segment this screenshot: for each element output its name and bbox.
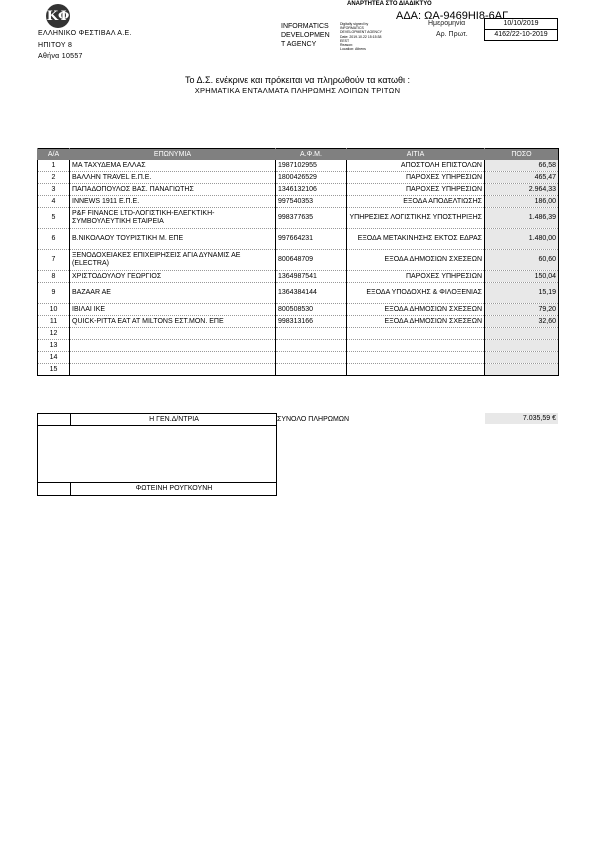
row-amount: 32,60 <box>485 316 559 328</box>
row-name <box>70 364 276 376</box>
publish-stamp-title: ΑΝΑΡΤΗΤΕΑ ΣΤΟ ΔΙΑΔΙΚΤΥΟ <box>347 1 432 7</box>
row-reason: ΕΞΟΔΑ ΜΕΤΑΚΙΝΗΣΗΣ ΕΚΤΟΣ ΕΔΡΑΣ <box>347 229 485 250</box>
row-reason: ΕΞΟΔΑ ΔΗΜΟΣΙΩΝ ΣΧΕΣΕΩΝ <box>347 250 485 271</box>
table-row <box>38 184 559 196</box>
row-amount: 66,58 <box>485 160 559 172</box>
ada-code: ΑΔΑ: ΩΑ-9469ΗΙ8-6ΑΓ <box>396 10 509 22</box>
heading-title: ΧΡΗΜΑΤΙΚΑ ΕΝΤΑΛΜΑΤΑ ΠΛΗΡΩΜΗΣ ΛΟΙΠΩΝ ΤΡΙΤΩΝ <box>194 86 401 95</box>
row-number: 12 <box>38 328 70 340</box>
row-name: ΒΑΛΛΗΝ TRAVEL Ε.Π.Ε. <box>70 172 276 184</box>
stamp-detail-line: EEST <box>340 38 350 43</box>
row-amount <box>485 340 559 352</box>
row-amount: 60,60 <box>485 250 559 271</box>
row-number: 14 <box>38 352 70 364</box>
row-number: 1 <box>38 160 70 172</box>
row-name: ΠΑΠΑΔΟΠΟΥΛΟΣ ΒΑΣ. ΠΑΝΑΓΙΩΤΗΣ <box>70 184 276 196</box>
row-afm: 800508530 <box>276 304 347 316</box>
signature-title: Η ΓΕΝ.Δ/ΝΤΡΙΑ <box>70 414 277 426</box>
row-amount: 2.964,33 <box>485 184 559 196</box>
row-afm <box>276 352 347 364</box>
row-reason: ΕΞΟΔΑ ΔΗΜΟΣΙΩΝ ΣΧΕΣΕΩΝ <box>347 304 485 316</box>
row-number: 2 <box>38 172 70 184</box>
date-label: Ημερομηνία <box>428 20 466 27</box>
row-reason <box>347 340 485 352</box>
row-amount: 465,47 <box>485 172 559 184</box>
row-number: 6 <box>38 229 70 250</box>
table-row <box>38 316 559 328</box>
table-row <box>38 352 559 364</box>
row-reason <box>347 328 485 340</box>
row-afm: 1364384144 <box>276 283 347 304</box>
row-name: INNEWS 1911 Ε.Π.Ε. <box>70 196 276 208</box>
signature-stamp-org <box>281 22 330 49</box>
table-row <box>38 250 559 271</box>
row-reason: ΠΑΡΟΧΕΣ ΥΠΗΡΕΣΙΩΝ <box>347 172 485 184</box>
row-afm <box>276 340 347 352</box>
col-header-name: ΕΠΩΝΥΜΙΑ <box>70 149 276 161</box>
row-name: ΙΒΙΛΑΙ ΙΚΕ <box>70 304 276 316</box>
stamp-detail-line: Reason: <box>340 43 354 48</box>
payments-table <box>37 148 559 376</box>
table-header-row <box>38 149 559 161</box>
org-name: ΕΛΛΗΝΙΚΟ ΦΕΣΤΙΒΑΛ Α.Ε. <box>38 30 132 37</box>
row-reason: ΥΠΗΡΕΣΙΕΣ ΛΟΓΙΣΤΙΚΗΣ ΥΠΟΣΤΗΡΙΞΗΣ <box>347 208 485 229</box>
date-value: 10/10/2019 <box>484 18 558 30</box>
row-reason: ΑΠΟΣΤΟΛΗ ΕΠΙΣΤΟΛΩΝ <box>347 160 485 172</box>
row-amount: 1.480,00 <box>485 229 559 250</box>
table-row <box>38 328 559 340</box>
stamp-detail-line: Date: 2019.10.22 15:15:38 <box>340 34 382 39</box>
col-header-afm: Α.Φ.Μ. <box>276 149 347 161</box>
col-header-reason: ΑΙΤΙΑ <box>347 149 485 161</box>
row-name: ΧΡΙΣΤΟΔΟΥΛΟΥ ΓΕΩΡΓΙΟΣ <box>70 271 276 283</box>
row-amount: 1.486,39 <box>485 208 559 229</box>
row-amount <box>485 352 559 364</box>
col-header-no: Α/Α <box>38 149 70 161</box>
row-amount <box>485 364 559 376</box>
row-name: BAZAAR AE <box>70 283 276 304</box>
row-number: 13 <box>38 340 70 352</box>
row-name <box>70 340 276 352</box>
org-address: ΗΠΙΤΟΥ 8 <box>38 42 73 49</box>
table-row <box>38 283 559 304</box>
row-afm: 998377635 <box>276 208 347 229</box>
row-afm: 1364987541 <box>276 271 347 283</box>
row-amount: 15,19 <box>485 283 559 304</box>
row-name: P&F FINANCE LTD-ΛΟΓΙΣΤΙΚΗ-ΕΛΕΓΚΤΙΚΗ-ΣΥΜΒΟΥΛΕΥΤΙΚΗ ΕΤΑΙΡΕΙΑ <box>70 208 276 229</box>
row-reason: ΠΑΡΟΧΕΣ ΥΠΗΡΕΣΙΩΝ <box>347 184 485 196</box>
row-name <box>70 352 276 364</box>
row-afm <box>276 328 347 340</box>
signatory-name: ΦΩΤΕΙΝΗ ΡΟΥΓΚΟΥΝΗ <box>70 482 277 495</box>
signature-stamp-details <box>340 22 400 51</box>
row-afm: 1987102955 <box>276 160 347 172</box>
table-row <box>38 304 559 316</box>
protocol-label: Αρ. Πρωτ. <box>436 31 468 38</box>
row-amount: 186,00 <box>485 196 559 208</box>
row-number: 5 <box>38 208 70 229</box>
row-number: 7 <box>38 250 70 271</box>
row-reason: ΠΑΡΟΧΕΣ ΥΠΗΡΕΣΙΩΝ <box>347 271 485 283</box>
row-reason: ΕΞΟΔΑ ΥΠΟΔΟΧΗΣ & ΦΙΛΟΞΕΝΙΑΣ <box>347 283 485 304</box>
table-row <box>38 271 559 283</box>
table-row <box>38 364 559 376</box>
row-reason <box>347 352 485 364</box>
row-afm: 1800426529 <box>276 172 347 184</box>
row-amount <box>485 328 559 340</box>
row-number: 11 <box>38 316 70 328</box>
col-header-amount: ΠΟΣΟ <box>485 149 559 161</box>
stamp-org-line: DEVELOPMEN <box>281 32 330 39</box>
row-number: 4 <box>38 196 70 208</box>
organization-logo: ΚΦ <box>46 4 70 28</box>
row-name: ΜΑ ΤΑΧΥΔΕΜΑ ΕΛΛΑΣ <box>70 160 276 172</box>
row-name: ΞΕΝΟΔΟΧΕΙΑΚΕΣ ΕΠΙΧΕΙΡΗΣΕΙΣ ΑΓΙΑ ΔΥΝΑΜΙΣ ΑΕ (ELECTRA) <box>70 250 276 271</box>
row-number: 10 <box>38 304 70 316</box>
org-city: Αθήνα 10557 <box>38 53 83 60</box>
row-name: Β.ΝΙΚΟΛΑΟΥ ΤΟΥΡΙΣΤΙΚΗ Μ. ΕΠΕ <box>70 229 276 250</box>
row-number: 3 <box>38 184 70 196</box>
total-value: 7.035,59 € <box>485 413 558 424</box>
row-name <box>70 328 276 340</box>
protocol-value: 4162/22-10-2019 <box>484 29 558 41</box>
table-row <box>38 196 559 208</box>
row-reason: ΕΞΟΔΑ ΔΗΜΟΣΙΩΝ ΣΧΕΣΕΩΝ <box>347 316 485 328</box>
row-amount: 150,04 <box>485 271 559 283</box>
stamp-org-line: T AGENCY <box>281 41 317 48</box>
row-afm <box>276 364 347 376</box>
row-afm: 998313166 <box>276 316 347 328</box>
row-afm: 800648709 <box>276 250 347 271</box>
row-reason <box>347 364 485 376</box>
stamp-org-line: INFORMATICS <box>281 23 329 30</box>
table-row <box>38 160 559 172</box>
stamp-detail-line: Digitally signed by <box>340 22 369 26</box>
row-afm: 997540353 <box>276 196 347 208</box>
signature-box <box>37 413 277 496</box>
row-number: 8 <box>38 271 70 283</box>
signature-box-corner <box>38 482 70 495</box>
total-label: ΣΥΝΟΛΟ ΠΛΗΡΩΜΩΝ <box>277 416 350 423</box>
table-row <box>38 208 559 229</box>
stamp-detail-line: DEVELOPMENT AGENCY <box>340 30 382 35</box>
row-number: 9 <box>38 283 70 304</box>
stamp-detail-line: Location: Athens <box>340 47 366 52</box>
heading-approval: Το Δ.Σ. ενέκρινε και πρόκειται να πληρωθούν τα κατωθι : <box>184 75 410 85</box>
row-afm: 997664231 <box>276 229 347 250</box>
stamp-detail-line: INFORMATICS <box>340 26 364 31</box>
table-row <box>38 229 559 250</box>
row-reason: ΕΞΟΔΑ ΑΠΟΔΕΛΤΙΩΣΗΣ <box>347 196 485 208</box>
signature-box-corner <box>38 414 70 426</box>
row-afm: 1346132106 <box>276 184 347 196</box>
row-amount: 79,20 <box>485 304 559 316</box>
row-name: QUICK-PITTA EAT AT MILTONS ΕΣΤ.ΜΟΝ. ΕΠΕ <box>70 316 276 328</box>
row-number: 15 <box>38 364 70 376</box>
table-row <box>38 340 559 352</box>
table-row <box>38 172 559 184</box>
